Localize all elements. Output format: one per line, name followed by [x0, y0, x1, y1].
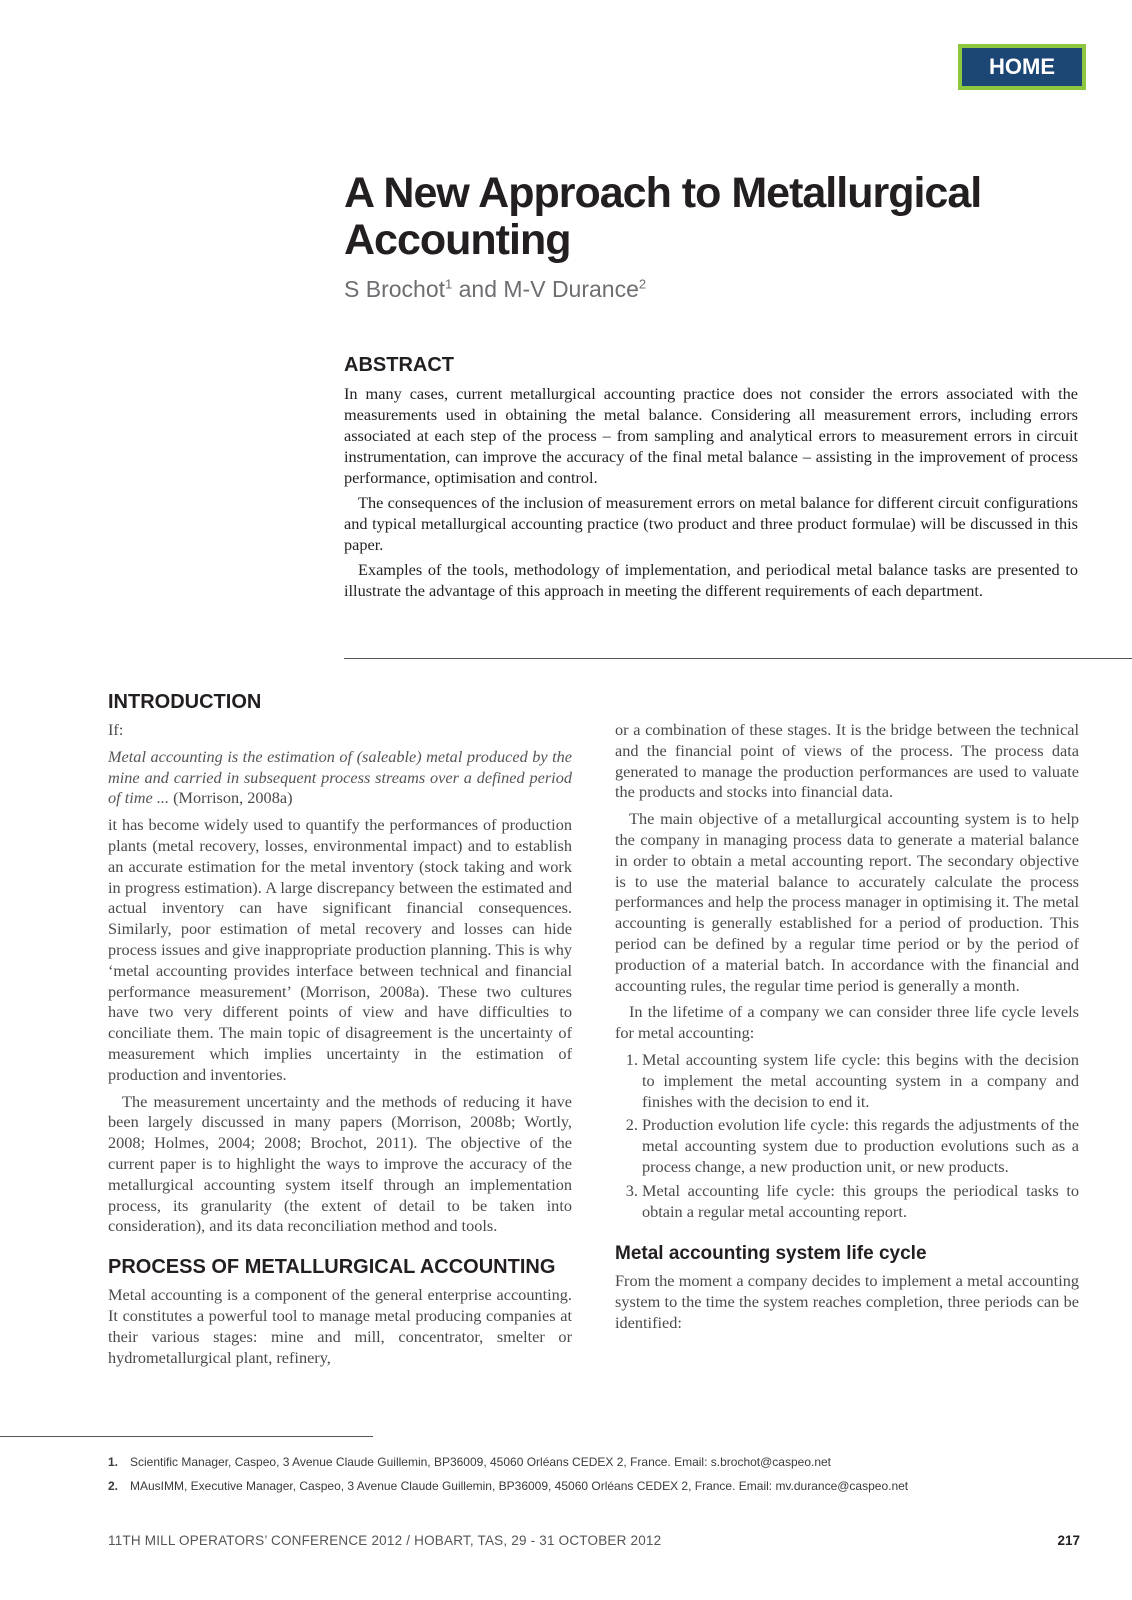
author-1-affiliation: 1 — [445, 276, 453, 292]
authors — [344, 276, 646, 303]
abstract-paragraph: The consequences of the inclusion of measurement errors on metal balance for different circuit configurations and typical metallurgical accounting practice (two product and three product formulae) will be discussed in this paper. — [344, 493, 1078, 554]
list-item: 2. Production evolution life cycle: this regards the adjustments of the metal accounting system due to production evolutions such as a process change, a new production unit, or new products. — [642, 1115, 1079, 1177]
introduction-heading: INTRODUCTION — [108, 691, 262, 713]
quote-citation: (Morrison, 2008a) — [169, 788, 293, 808]
left-column — [108, 690, 572, 1374]
process-paragraph: or a combination of these stages. It is the bridge between the technical and the financial point of views of the process. The process data generated to manage the production performances are used to valuate the products and stocks into financial data. — [615, 720, 1079, 802]
abstract-body — [344, 383, 1078, 605]
paper-title: A New Approach to Metallurgical Accounting — [344, 169, 982, 264]
author-1: S Brochot — [344, 276, 445, 302]
abstract-paragraph: Examples of the tools, methodology of implementation, and periodical metal balance tasks are presented to illustrate the advantage of this approach in meeting the different requirements of each department. — [344, 560, 1078, 600]
life-cycle-subheading: Metal accounting system life cycle — [615, 1243, 927, 1265]
abstract-divider — [344, 658, 1132, 659]
abstract-heading: ABSTRACT — [344, 354, 454, 376]
intro-lead: If: — [108, 720, 124, 739]
process-paragraph: Metal accounting is a component of the general enterprise accounting. It constitutes a powerful tool to manage metal producing companies at their various stages: mine and mill, concentrator, smelter or hydrometallurgical plant, refinery, — [108, 1285, 572, 1367]
home-button[interactable]: HOME — [958, 44, 1086, 90]
process-paragraph: The main objective of a metallurgical accounting system is to help the company in managing process data to generate a material balance in order to obtain a metal accounting report. The secondary objective is to use the material balance to accurately calculate the process performances and help the process manager in optimising it. The metal accounting is generally established for a period of production. This period can be defined by a regular time period or by the period of production of a material batch. In accordance with the financial and accounting rules, the regular time period is generally a month. — [615, 809, 1079, 995]
intro-paragraph: The measurement uncertainty and the methods of reducing it have been largely discussed in many papers (Morrison, 2008b; Wortly, 2008; Holmes, 2004; 2008; Brochot, 2011). The objective of the current paper is to highlight the ways to improve the accuracy of the metallurgical accounting system itself through an implementation process, its granularity (the extent of detail to be taken into consideration), and its data reconciliation method and tools. — [108, 1091, 572, 1236]
footnote-number: 1. — [108, 1455, 119, 1469]
footnote-number: 2. — [108, 1479, 119, 1493]
page-number: 217 — [1057, 1533, 1080, 1548]
footnote-divider — [0, 1436, 373, 1437]
process-paragraph: In the lifetime of a company we can consider three life cycle levels for metal accounting: — [615, 1002, 1079, 1043]
list-item: 3. Metal accounting life cycle: this groups the periodical tasks to obtain a regular metal accounting report. — [642, 1181, 1079, 1223]
quote-text: Metal accounting is the estimation of (saleable) metal produced by the mine and carried in subsequent process streams over a defined period of time ... — [108, 746, 572, 808]
author-2-affiliation: 2 — [638, 276, 647, 292]
intro-paragraph: it has become widely used to quantify the performances of production plants (metal recovery, losses, environmental impact) and to establish an accurate estimation for the metal inventory (stock taking and work in progress estimation). A large discrepancy between the estimated and actual inventory can have significant financial consequences. Similarly, poor estimation of metal recovery and losses can hide process issues and give inappropriate production planning. This is why ‘metal accounting provides interface between technical and financial performance measurement’ (Morrison, 2008a). These two cultures have two very different points of view and have difficulties to conciliate them. The main topic of disagreement is the uncertainty of measurement which implies uncertainty in the estimation of production and inventories. — [108, 815, 572, 1084]
footnote-text: MAusIMM, Executive Manager, Caspeo, 3 Avenue Claude Guillemin, BP36009, 45060 Orléans CEDEX 2, France. Email: mv.durance@caspeo.net — [130, 1479, 909, 1493]
authors-conjunction: and — [452, 276, 504, 302]
footnote — [108, 1455, 1088, 1469]
life-cycle-list — [615, 1050, 1079, 1222]
right-column — [615, 720, 1079, 1340]
conference-footer: 11TH MILL OPERATORS’ CONFERENCE 2012 / HOBART, TAS, 29 - 31 OCTOBER 2012 — [108, 1533, 662, 1548]
process-heading: PROCESS OF METALLURGICAL ACCOUNTING — [108, 1256, 556, 1279]
life-cycle-paragraph: From the moment a company decides to implement a metal accounting system to the time the system reaches completion, three periods can be identified: — [615, 1271, 1079, 1332]
list-item: 1. Metal accounting system life cycle: this begins with the decision to implement the metal accounting system in a company and finishes with the decision to end it. — [642, 1050, 1079, 1112]
abstract-paragraph: In many cases, current metallurgical accounting practice does not consider the errors associated with the measurements used in obtaining the metal balance. Considering all measurement errors, including errors associated at each step of the process – from sampling and analytical errors to measurement errors in circuit instrumentation, can improve the accuracy of the final metal balance – assisting in the improvement of process performance, optimisation and control. — [344, 384, 1078, 487]
definition-quote — [108, 747, 572, 809]
footnote — [108, 1479, 1088, 1493]
footnote-text: Scientific Manager, Caspeo, 3 Avenue Claude Guillemin, BP36009, 45060 Orléans CEDEX 2, France. Email: s.brochot@caspeo.net — [130, 1455, 832, 1469]
author-2: M-V Durance — [503, 276, 639, 302]
footnotes — [108, 1455, 1088, 1503]
